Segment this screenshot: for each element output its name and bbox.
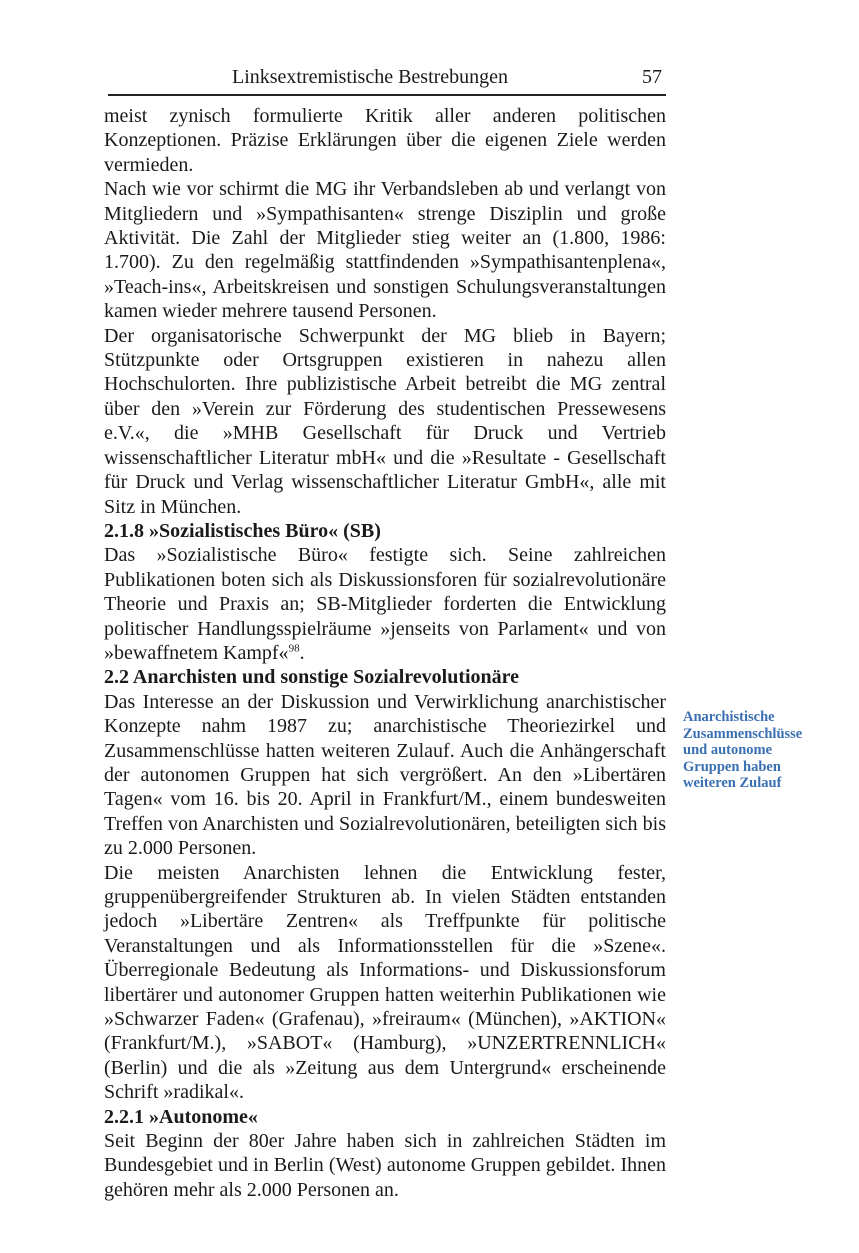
section-heading-2-2: 2.2 Anarchisten und sonstige Sozialrevolutionäre xyxy=(104,666,520,689)
footnote-marker: 98 xyxy=(288,642,300,655)
margin-note-line: weiteren Zulauf xyxy=(683,775,782,791)
section-218-text: Das »Sozialistische Büro« festigte sich. Seine zahlreichen Publikationen boten sich als Diskussionsforen für sozialrevolutionäre Theorie und Praxis an; SB-Mitglieder forderten die Entwicklung politischer Handlungsspielräume »jenseits von Parlament« und von »bewaffnetem Kampf« xyxy=(104,544,666,664)
running-header xyxy=(108,66,666,96)
sentence-end: . xyxy=(299,641,305,664)
margin-note-line: Gruppen haben xyxy=(683,758,781,775)
paragraph: Seit Beginn der 80er Jahre haben sich in zahlreichen Städten im Bundesgebiet und in Berlin (West) autonome Gruppen gebildet. Ihnen gehören mehr als 2.000 Personen an. xyxy=(104,1130,666,1201)
margin-note xyxy=(683,709,843,792)
margin-note-line: Zusammenschlüsse xyxy=(683,725,803,742)
paragraph: Das Interesse an der Diskussion und Verwirklichung anarchistischer Konzepte nahm 1987 zu; anarchistische Theoriezirkel und Zusammenschlüsse hatten weiteren Zulauf. Auch die Anhängerschaft der autonomen Gruppen hat sich vergrößert. An den »Libertären Tagen« vom 16. bis 20. April in Frankfurt/M., einem bundesweiten Treffen von Anarchisten und Sozialrevolutionären, beteiligten sich bis zu 2.000 Personen. xyxy=(104,690,666,860)
margin-note-line: und autonome xyxy=(683,742,773,758)
section-heading-2-1-8: 2.1.8 »Sozialistisches Büro« (SB) xyxy=(104,519,381,542)
paragraph: Die meisten Anarchisten lehnen die Entwicklung fester, gruppenübergreifender Strukturen ab. In vielen Städten entstanden jedoch »Libertäre Zentren« als Treffpunkte für politische Veranstaltungen und als Informationsstellen für die »Szene«. Überregionale Bedeutung als Informations- und Diskussionsforum libertärer und autonomer Gruppen hatten weiterhin Publikationen wie »Schwarzer Faden« (Grafenau), »freiraum« (München), »AKTION« (Frankfurt/M.), »SABOT« (Hamburg), »UNZERTRENNLICH« (Berlin) und die als »Zeitung aus dem Untergrund« erscheinende Schrift »radikal«. xyxy=(104,861,666,1104)
margin-note-line: Anarchistische xyxy=(683,709,775,725)
paragraph xyxy=(104,543,666,665)
paragraph: meist zynisch formulierte Kritik aller anderen politischen Konzeptionen. Präzise Erklärungen über die eigenen Ziele werden vermieden. xyxy=(104,105,666,176)
paragraph: Der organisatorische Schwerpunkt der MG blieb in Bayern; Stützpunkte oder Ortsgruppen existieren in nahezu allen Hochschulorten. Ihre publizistische Arbeit betreibt die MG zentral über den »Verein zur Förderung des studentischen Pressewesens e.V.«, die »MHB Gesellschaft für Druck und Vertrieb wissenschaftlicher Literatur mbH« und die »Resultate - Gesellschaft für Druck und Verlag wissenschaftlicher Literatur GmbH«, alle mit Sitz in München. xyxy=(104,324,666,518)
header-title: Linksextremistische Bestrebungen xyxy=(232,66,509,88)
body-text xyxy=(104,104,666,1202)
section-heading-2-2-1: 2.2.1 »Autonome« xyxy=(104,1105,258,1128)
page-number: 57 xyxy=(642,66,662,88)
paragraph: Nach wie vor schirmt die MG ihr Verbandsleben ab und verlangt von Mitgliedern und »Sympathisanten« strenge Disziplin und große Aktivität. Die Zahl der Mitglieder stieg weiter an (1.800, 1986: 1.700). Zu den regelmäßig stattfindenden »Sympathisantenplena«, »Teach-ins«, Arbeitskreisen und sonstigen Schulungsveranstaltungen kamen wieder mehrere tausend Personen. xyxy=(104,178,666,323)
